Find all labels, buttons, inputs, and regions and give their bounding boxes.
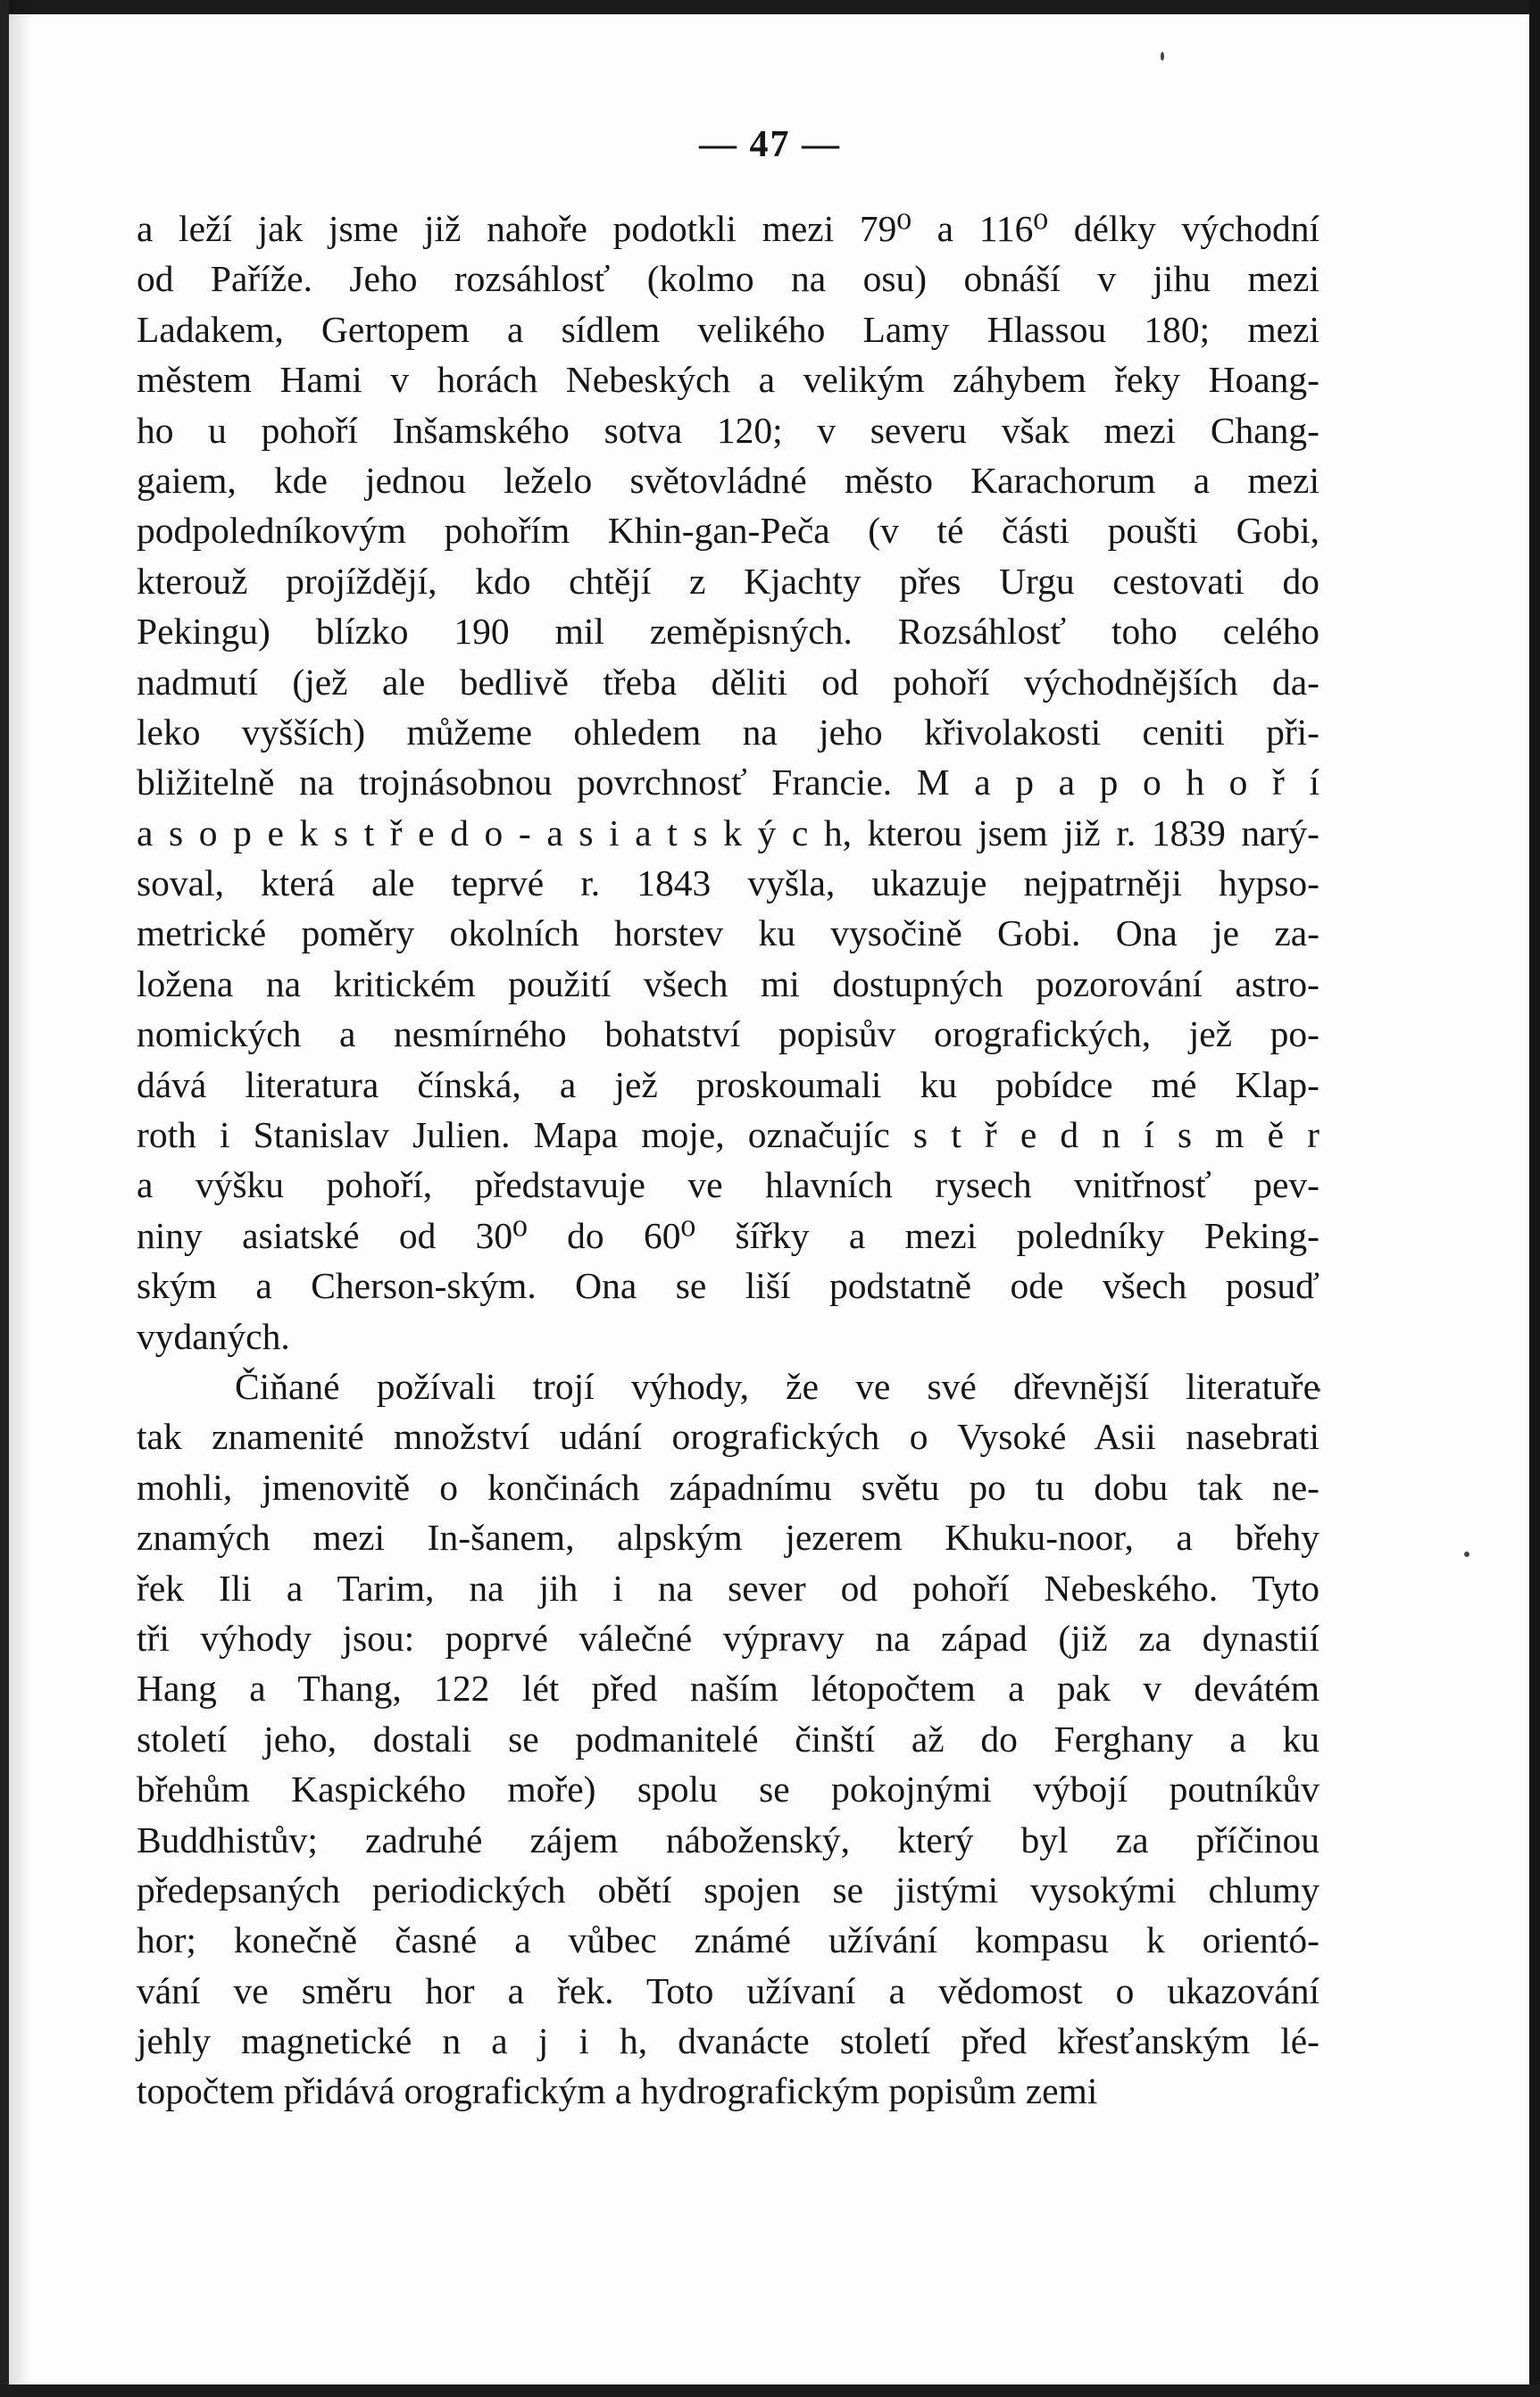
text-line: nadmutí (jež ale bedlivě třeba děliti od pohoří východnějších da- xyxy=(137,661,1319,703)
scan-border-top xyxy=(0,0,1540,14)
paragraph xyxy=(137,204,1319,1361)
text-line: Ladakem, Gertopem a sídlem velikého Lamy Hlassou 180; mezi xyxy=(137,308,1319,350)
text-line: vání ve směru hor a řek. Toto užívaní a vědomost o ukazování xyxy=(137,1969,1319,2011)
text-line: městem Hami v horách Nebeských a velikým záhybem řeky Hoang- xyxy=(137,359,1319,401)
scan-border-bottom xyxy=(0,2385,1540,2397)
text-line: předepsaných periodických obětí spojen se jistými vysokými chlumy xyxy=(137,1868,1319,1910)
text-line: znamých mezi In-šanem, alpským jezerem Khuku-noor, a břehy xyxy=(137,1517,1319,1559)
text-line: bližitelně na trojnásobnou povrchnosť Francie. M a p a p o h o ř í xyxy=(137,762,1319,803)
text-line: dává literatura čínská, a jež proskoumali ku pobídce mé Klap- xyxy=(137,1063,1319,1105)
text-line: ho u pohoří Inšamského sotva 120; v severu však mezi Chang- xyxy=(137,409,1319,451)
text-line: gaiem, kde jednou leželo světovládné město Karachorum a mezi xyxy=(137,459,1319,501)
text-line: mohli, jmenovitě o končinách západnímu světu po tu dobu tak ne- xyxy=(137,1466,1319,1508)
text-line: řek Ili a Tarim, na jih i na sever od pohoří Nebeského. Tyto xyxy=(137,1567,1319,1609)
text-line: vydaných. xyxy=(137,1315,290,1357)
text-line: Pekingu) blízko 190 mil zeměpisných. Rozsáhlosť toho celého xyxy=(137,611,1319,653)
page-number: — 47 — xyxy=(699,124,841,165)
body-text xyxy=(137,204,1319,2117)
text-line: hor; konečně časné a vůbec známé užívání kompasu k orientó- xyxy=(137,1919,1319,1961)
text-line: ským a Cherson-ským. Ona se liší podstatně ode všech posuď xyxy=(137,1265,1319,1307)
scan-border-right xyxy=(1529,0,1540,2397)
text-line: Buddhistův; zadruhé zájem náboženský, který byl za příčinou xyxy=(137,1819,1319,1860)
text-line: topočtem přidává orografickým a hydrografickým popisům zemi xyxy=(137,2070,1098,2112)
text-line: tři výhody jsou: poprvé válečné výpravy na západ (již za dynastií xyxy=(137,1617,1319,1659)
text-line: metrické poměry okolních horstev ku vysočině Gobi. Ona je za- xyxy=(137,912,1319,954)
text-line: a s o p e k s t ř e d o - a s i a t s k ý c h, kterou jsem již r. 1839 narý- xyxy=(137,811,1319,853)
binding-shadow xyxy=(9,0,32,2397)
text-line: nomických a nesmírného bohatství popisův orografických, jež po- xyxy=(137,1013,1319,1055)
text-line: od Paříže. Jeho rozsáhlosť (kolmo na osu) obnáší v jihu mezi xyxy=(137,258,1319,300)
text-line: podpoledníkovým pohořím Khin-gan-Peča (v té části poušti Gobi, xyxy=(137,510,1319,552)
text-line: leko vyšších) můžeme ohledem na jeho křivolakosti ceniti při- xyxy=(137,711,1319,753)
text-line: jehly magnetické n a j i h, dvanácte století před křesťanským lé- xyxy=(137,2020,1319,2062)
text-line: Hang a Thang, 122 lét před naším létopočtem a pak v devátém xyxy=(137,1668,1319,1710)
text-line: a leží jak jsme již nahoře podotkli mezi 79⁰ a 116⁰ délky východní xyxy=(137,208,1319,249)
paragraph xyxy=(137,1361,1319,2117)
text-line: roth i Stanislav Julien. Mapa moje, označujíc s t ř e d n í s m ě r xyxy=(137,1114,1319,1156)
paper-speck xyxy=(1161,52,1164,61)
text-line: století jeho, dostali se podmanitelé činští až do Ferghany a ku xyxy=(137,1718,1319,1760)
text-line: soval, která ale teprvé r. 1843 vyšla, ukazuje nejpatrněji hypso- xyxy=(137,862,1319,904)
text-line: a výšku pohoří, představuje ve hlavních rysech vnitřnosť pev- xyxy=(137,1164,1319,1206)
text-line: kterouž projíždějí, kdo chtějí z Kjachty přes Urgu cestovati do xyxy=(137,560,1319,602)
scan-border-left xyxy=(0,0,9,2397)
text-line: tak znamenité množství udání orografických o Vysoké Asii nasebrati xyxy=(137,1416,1319,1458)
text-line: břehům Kaspického moře) spolu se pokojnými výbojí poutníkův xyxy=(137,1769,1319,1810)
text-line: ložena na kritickém použití všech mi dostupných pozorování astro- xyxy=(137,962,1319,1004)
paper-speck xyxy=(1464,1552,1469,1557)
text-line: Čiňané požívali trojí výhody, že ve své dřevnější literatuře xyxy=(235,1365,1319,1407)
text-line: niny asiatské od 30⁰ do 60⁰ šířky a mezi poledníky Peking- xyxy=(137,1214,1319,1256)
